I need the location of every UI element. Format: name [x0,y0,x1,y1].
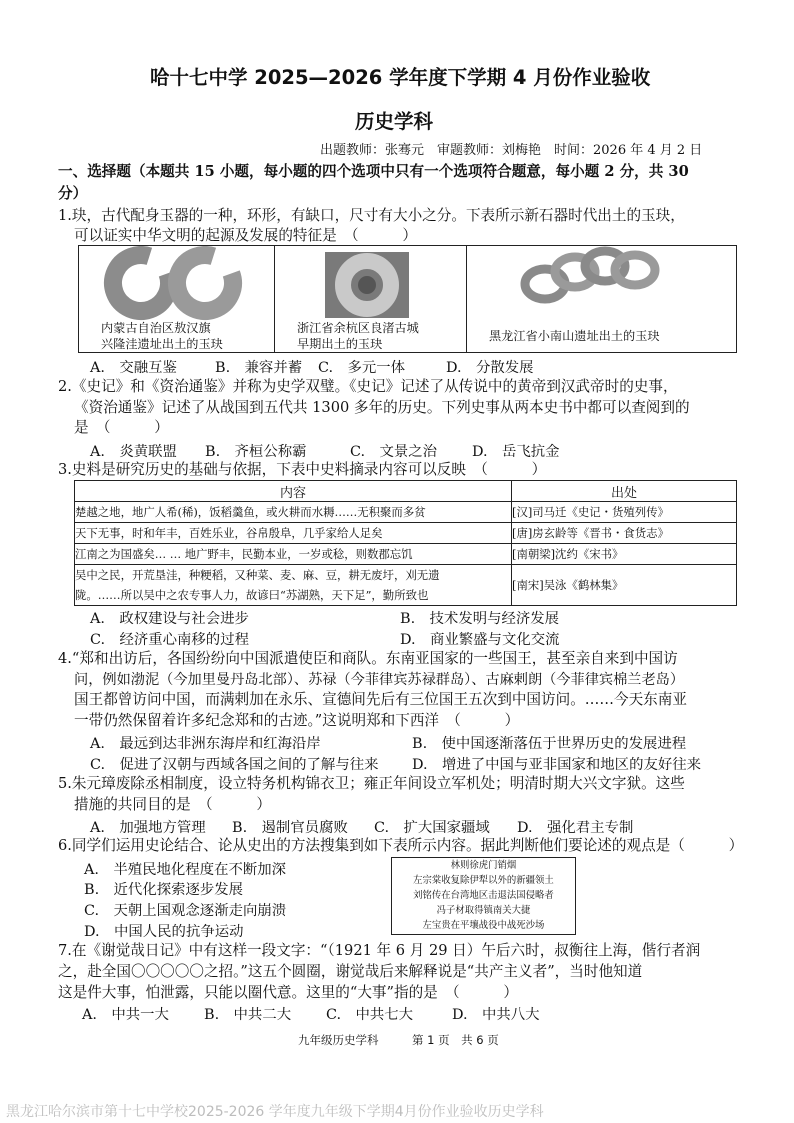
q1-caption-1b: 兴隆洼遗址出土的玉玦 [101,337,223,351]
q6-option-b[interactable]: B. 近代化探索逐步发展 [84,882,244,898]
q6-option-a[interactable]: A. 半殖民地化程度在不断加深 [84,862,287,878]
q3-header-source: 出处 [512,481,737,502]
q1-caption-2b: 早期出土的玉玦 [297,337,383,351]
subject-title: 历史学科 [355,110,434,133]
section-heading: 一、选择题（本题共 15 小题，每小题的四个选项中只有一个选项符合题意，每小题 2 分，共 30 [58,163,689,180]
q5-stem: 5.朱元璋废除丞相制度，设立特务机构锦衣卫；雍正年间设立军机处；明清时期大兴文字狱。这些 [58,775,685,792]
q2-option-a[interactable]: A. 炎黄联盟 [90,444,177,460]
q2-stem: 2.《史记》和《资治通鉴》并称为史学双璧。《史记》记述了从传说中的黄帝到汉武帝时的史事， [58,378,678,395]
q1-option-a[interactable]: A. 交融互鉴 [90,360,177,376]
q3-row1-content: 楚越之地，地广人希(稀)，饭稻羹鱼，或火耕而水耨……无积聚而多贫 [75,502,512,523]
q6-box-line-2: 左宗棠收复除伊犁以外的新疆领土 [413,875,554,886]
q3-row4-line2: 陇。……所以吴中之农专事人力，故谚曰“苏湖熟，天下足”，勤所致也 [75,588,429,602]
q6-evidence-box [391,857,576,935]
q3-option-c[interactable]: C. 经济重心南移的过程 [90,632,249,648]
page-title: 哈十七中学 2025—2026 学年度下学期 4 月份作业验收 [150,66,651,89]
q7-option-a[interactable]: A. 中共一大 [82,1007,169,1023]
q1-cell-1 [79,246,275,353]
q1-caption-2a: 浙江省余杭区良渚古城 [297,321,419,335]
q5-option-b[interactable]: B. 遏制官员腐败 [232,820,348,836]
q7-option-d[interactable]: D. 中共八大 [452,1007,540,1023]
q4-option-b[interactable]: B. 使中国逐渐落伍于世界历史的发展进程 [412,736,687,752]
exam-meta: 出题教师：张骞元 审题教师：刘梅艳 时间：2026 年 4 月 2 日 [320,143,703,158]
q3-row4-source: [南宋]吴泳《鹤林集》 [512,565,737,606]
jade-ring-1b [169,247,241,319]
q7-stem-cont2: 这是件大事，怕泄露，只能以圈代意。这里的“大事”指的是 （ ） [58,984,519,1001]
q4-option-c[interactable]: C. 促进了汉朝与西域各国之间的了解与往来 [90,757,379,773]
q5-option-a[interactable]: A. 加强地方管理 [90,820,206,836]
q2-stem-cont2: 是 （ ） [74,419,169,436]
q7-option-b[interactable]: B. 中共二大 [204,1007,292,1023]
q4-option-d[interactable]: D. 增进了中国与亚非国家和地区的友好往来 [412,757,702,773]
q1-cell-2 [275,246,467,353]
q6-box-line-4: 冯子材取得镇南关大捷 [436,905,531,916]
q1-option-c[interactable]: C. 多元一体 [318,360,406,376]
jade-ring-1a [105,247,177,319]
source-watermark: 黑龙江哈尔滨市第十七中学校2025-2026 学年度九年级下学期4月份作业验收历史学科 [6,1104,544,1120]
q6-box-line-3: 刘铭传在台湾地区击退法国侵略者 [413,890,554,901]
q6-option-d[interactable]: D. 中国人民的抗争运动 [84,924,244,940]
q6-stem: 6.同学们运用史论结合、论从史出的方法搜集到如下表所示内容。据此判断他们要论述的观点是（ ） [58,837,744,854]
q6-box-line-5: 左宝贵在平壤战役中战死沙场 [422,920,545,931]
q3-row3-source: [南朝梁]沈约《宋书》 [512,544,737,565]
section-heading-cont: 分） [58,185,88,202]
q2-stem-cont: 《资治通鉴》记述了从战国到五代共 1300 多年的历史。下列史事从两本史书中都可以查阅到的 [74,399,690,416]
q3-header-content: 内容 [75,481,512,502]
q1-jade-table [78,245,737,353]
q3-source-table [74,480,737,606]
q2-option-c[interactable]: C. 文景之治 [350,444,438,460]
q5-option-d[interactable]: D. 强化君主专制 [517,820,634,836]
q1-stem-cont: 可以证实中华文明的起源及发展的特征是 （ ） [74,227,417,244]
q4-stem: 4.“郑和出访后，各国纷纷向中国派遣使臣和商队。东南亚国家的一些国王，甚至亲自来到中国访 [58,650,678,667]
q3-row3-content: 江南之为国盛矣… … 地广野丰，民勤本业，一岁或稔，则数郡忘饥 [75,544,512,565]
q2-option-b[interactable]: B. 齐桓公称霸 [205,444,307,460]
jade-ring-2-hole [358,276,376,294]
q3-row4-content [75,565,512,606]
q7-stem: 7.在《谢觉哉日记》中有这样一段文字：“（1921 年 6 月 29 日）午后六时，叔衡往上海，偕行者润 [58,942,701,959]
q1-cell-3 [467,246,737,353]
q3-option-b[interactable]: B. 技术发明与经济发展 [400,611,560,627]
q3-option-d[interactable]: D. 商业繁盛与文化交流 [400,632,560,648]
q7-option-c[interactable]: C. 中共七大 [326,1007,414,1023]
q6-option-c[interactable]: C. 天朝上国观念逐渐走向崩溃 [84,903,287,919]
q5-stem-cont: 措施的共同目的是 （ ） [74,796,272,813]
q1-option-d[interactable]: D. 分散发展 [446,360,534,376]
q3-stem: 3.史料是研究历史的基础与依据，下表中史料摘录内容可以反映 （ ） [58,461,547,478]
q3-row2-content: 天下无事，时和年丰，百姓乐业，谷帛殷阜，几乎家给人足矣 [75,523,512,544]
q1-option-b[interactable]: B. 兼容并蓄 [215,360,303,376]
q4-stem-cont3: 一带仍然保留着许多纪念郑和的古迹。”这说明郑和下西洋 （ ） [74,712,520,729]
footer-subject: 九年级历史学科 [298,1033,379,1047]
q1-caption-3: 黑龙江省小南山遗址出土的玉玦 [489,329,660,343]
q3-row2-source: [唐]房玄龄等《晋书・食货志》 [512,523,737,544]
q7-stem-cont: 之，赴全国〇〇〇〇〇之招。”这五个圆圈，谢觉哉后来解释说是“共产主义者”，当时他知道 [58,963,643,980]
q1-stem: 1.玦，古代配身玉器的一种，环形，有缺口，尺寸有大小之分。下表所示新石器时代出土的玉玦， [58,207,685,224]
footer-page-number: 第 1 页 共 6 页 [412,1033,499,1047]
q4-stem-cont: 问，例如渤泥（今加里曼丹岛北部）、苏禄（今菲律宾苏禄群岛）、古麻剌朗（今菲律宾棉兰老岛） [74,672,685,688]
q5-option-c[interactable]: C. 扩大国家疆域 [374,820,490,836]
q1-caption-1a: 内蒙古自治区敖汉旗 [101,321,211,335]
q6-box-line-1: 林则徐虎门销烟 [450,860,517,871]
q3-row1-source: [汉]司马迁《史记・货殖列传》 [512,502,737,523]
q4-stem-cont2: 国王都曾访问中国，而满剌加在永乐、宣德间先后有三位国王五次到中国访问。……今天东南亚 [74,691,687,708]
q3-row4-line1: 吴中之民，开荒垦洼，种粳稻，又种菜、麦、麻、豆，耕无废圩，刈无遗 [75,568,440,582]
q3-option-a[interactable]: A. 政权建设与社会进步 [90,611,249,627]
q2-option-d[interactable]: D. 岳飞抗金 [472,444,560,460]
q4-option-a[interactable]: A. 最远到达非洲东海岸和红海沿岸 [90,736,321,752]
